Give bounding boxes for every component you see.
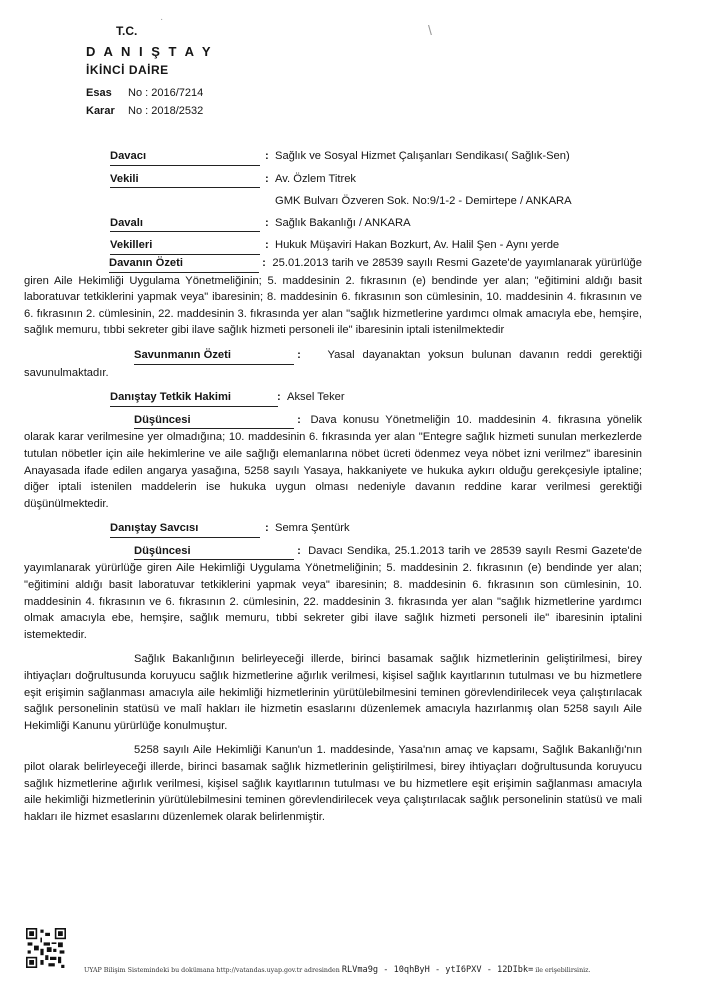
savunma-section: Savunmanın Özeti : Yasal dayanaktan yoksun bulunan davanın reddi gerektiği savunulmaktadır. [24,348,642,379]
esas-number [86,84,203,102]
party-row-address [110,193,642,210]
party-label: Davacı [110,148,260,166]
dava-ozeti-section: Davanın Özeti : 25.01.2013 tarih ve 28539 sayılı Resmi Gazete'de yayımlanarak yürürlüğe giren Aile Hekimliği Uygulama Yönetmeliğinin; 5. maddesinin 2. fıkrasının (e) bendinde yer alan; "eğitimini aldığı basit laboratuvar tetkiklerini yapmak veya" ibaresinin; 8. maddesinin 6. fıkrasının son cümlesinin, 10. maddesinin 4. fıkrasının ve 6. fıkrasının 2. cümlesinin, 22. maddesinin 3. fıkrasında yer alan "sağlık hizmetlerine yardımcı olmak amacıyla ebe, hemşire, sağlık memuru, tıbbi sekreter gibi ilave sağlık hizmeti personeli ile" ibaresinin iptali istenilmektedir [24,256,643,337]
esas-value: No : 2016/7214 [128,87,204,99]
party-row-davali: Davalı : Sağlık Bakanlığı / ANKARA [110,215,642,233]
scan-mark: \ [428,22,432,38]
tetkik-name: Aksel Teker [287,391,345,404]
party-value: Hukuk Müşaviri Hakan Bozkurt, Av. Halil Şen - Aynı yerde [275,239,560,252]
dava-ozeti-text: 25.01.2013 tarih ve 28539 sayılı Resmi Gazete'de yayımlanarak yürürlüğe giren Aile Hekimliği Uygulama Yönetmeliğinin; 5. maddesinin 2. fıkrasının (e) bendinde yer alan; "eğitimini aldığı basit laboratuvar tetkiklerini yapmak veya" ibaresinin; 8. maddesinin 6. fıkrasının son cümlesinin, 10. maddesinin 4. fıkrasının ve 6. fıkrasının 2. cümlesinin, 22. maddesinin 3. fıkrasında yer alan "sağlık hizmetlerine yardımcı olmak amacıyla ebe, hemşire, sağlık memuru, tıbbi sekreter gibi ilave sağlık hizmeti personeli ile" ibaresinin iptali istenilmektedir [24,256,643,337]
karar-label: Karar [86,105,115,117]
paragraph: 5258 sayılı Aile Hekimliği Kanun'un 1. maddesinde, Yasa'nın amaç ve kapsamı, Sağlık Bakanlığı'nın pilot olarak belirleyeceği illerde, birinci basamak sağlık hizmetlerinin geliştirilmesi, birey ihtiyaçları doğrultusunda koruyucu sağlık hizmetlerine ağırlık verilmesi, kişisel sağlık kayıtlarının tutulması ve bu hizmetlere eşit erişimin sağlanması amacıyla aile hekimliği hizmetlerinin yürütülebilmesini teminen görevlendirilecek veya çalıştırılacak sağlık personelinin statüsü ve mali hakları ile hizmet esaslarını düzenlemek olarak belirlenmiştir. [24,744,642,823]
tc-heading: T.C. [116,24,138,38]
uyap-footer [84,965,590,975]
tetkik-dusuncesi-label: Düşüncesi [134,412,294,430]
tetkik-label: Danıştay Tetkik Hakimi [110,389,278,407]
savci-name: Semra Şentürk [275,522,350,535]
party-label: Vekilleri [110,237,260,255]
tetkik-dusuncesi-section: Düşüncesi : Dava konusu Yönetmeliğin 10. maddesinin 4. fıkrasına yönelik olarak karar verilmesine yer olmadığına; 10. maddesinin 6. fıkrasında yer alan "Entegre sağlık hizmeti sunulan merkezlerde tutulan nöbetler için aile hekimlerine ve aile sağlığı elemanlarına nöbet ücreti ödenmez veya nöbet izni verilmez" ibaresinin Anayasada ifade edilen angarya yasağına, 5258 sayılı Yasaya, hakkaniyete ve hukuka aykırı olduğu gerekçesiyle iptaline; diğer iptali istenilen maddelerin ise hukuka uygun olması nedeniyle davanın reddine karar verilmesi gerektiği düşünülmektedir. [24,413,642,510]
savunma-text: Yasal dayanaktan yoksun bulunan davanın reddi gerektiği savunulmaktadır. [24,348,642,379]
esas-label: Esas [86,87,112,99]
decision-body [24,148,643,825]
footer-prefix: UYAP Bilişim Sistemindeki bu dokümana http://vatandas.uyap.gov.tr adresinden [84,967,340,974]
party-label: Vekili [110,171,260,189]
footer-suffix: ile erişebilirsiniz. [535,967,591,974]
party-value: Sağlık Bakanlığı / ANKARA [275,216,411,229]
party-value: Sağlık ve Sosyal Hizmet Çalışanları Sendikası( Sağlık-Sen) [275,150,570,162]
verification-code: RLVma9g - 10qhByH - ytI6PXV - 12DIbk= [341,965,534,975]
savunma-label: Savunmanın Özeti [134,347,294,365]
scan-speck: · [160,14,164,25]
savci-dusuncesi-label: Düşüncesi [134,543,294,561]
court-name: D A N I Ş T A Y [86,44,214,59]
tetkik-dusuncesi-text: Dava konusu Yönetmeliğin 10. maddesinin 4. fıkrasına yönelik olarak karar verilmesine yer olmadığına; 10. maddesinin 6. fıkrasında yer alan "Entegre sağlık hizmeti sunulan merkezlerde tutulan nöbetler için aile hekimlerine ve aile sağlığı elemanlarına nöbet ücreti ödenmez veya nöbet izni verilmez" ibaresinin Anayasada ifade edilen angarya yasağına, 5258 sayılı Yasaya, hakkaniyete ve hukuka aykırı olduğu gerekçesiyle iptaline; diğer iptali istenilen maddelerin ise hukuka uygun olması nedeniyle davanın reddine karar verilmesi gerektiği düşünülmektedir. [24,413,642,510]
party-value: Av. Özlem Titrek [275,172,357,185]
party-row-vekili: Vekili : Av. Özlem Titrek [110,171,642,189]
qr-code-icon [26,928,66,968]
savci-row: Danıştay Savcısı : Semra Şentürk [110,520,642,538]
paragraph: Sağlık Bakanlığının belirleyeceği illerde, birinci basamak sağlık hizmetlerinin geliştirilmesi, birey ihtiyaçları doğrultusunda koruyucu sağlık hizmetlerine ağırlık verilmesi, kişisel sağlık kayıtlarının tutulması ve bu hizmetlere eşit erişimin sağlanması amacıyla aile hekimliği hizmetlerinin yürütülebilmesini teminen görevlendirilecek veya çalıştırılacak sağlık personelinin statüsü ve malî hakları ile hizmetin esaslarını düzenlemek amacıyla hazırlanmış olan 5258 sayılı Aile Hekimliği Kanunu yürürlüğe konulmuştur. [24,653,642,732]
karar-value: No : 2018/2532 [128,105,204,117]
karar-number [86,102,203,120]
chamber-name: İKİNCİ DAİRE [86,63,169,77]
savci-label: Danıştay Savcısı [110,520,260,538]
savci-dusuncesi-text: Davacı Sendika, 25.1.2013 tarih ve 28539 sayılı Resmi Gazete'de yayımlanarak yürürlüğe giren Aile Hekimliği Uygulama Yönetmeliğinin; 5. maddesinin 2. fıkrasının (e) bendinde yer alan; "eğitimini aldığı basit laboratuvar tetkiklerini yapmak veya" ibaresinin; 8. maddesinin 6. fıkrasının son cümlesinin, 10. maddesinin 4. fıkrasının ve 6. fıkrasının 2. cümlesinin, 22. maddesinin 3. fıkrasında yer alan "sağlık hizmetlerine yardımcı olmak amacıyla ebe, hemşire, sağlık memuru, tıbbi sekreter gibi ilave sağlık hizmeti personeli ile" ibaresinin iptalini istemektedir. [24,544,642,641]
party-label: Davalı [110,215,260,233]
savci-dusuncesi-section: Düşüncesi : Davacı Sendika, 25.1.2013 tarih ve 28539 sayılı Resmi Gazete'de yayımlanarak yürürlüğe giren Aile Hekimliği Uygulama Yönetmeliğinin; 5. maddesinin 2. fıkrasının (e) bendinde yer alan; "eğitimini aldığı basit laboratuvar tetkiklerini yapmak veya" ibaresinin; 8. maddesinin 6. fıkrasının son cümlesinin, 10. maddesinin 4. fıkrasının ve 6. fıkrasının 2. cümlesinin, 22. maddesinin 3. fıkrasında yer alan "sağlık hizmetlerine yardımcı olmak amacıyla ebe, hemşire, sağlık memuru, tıbbi sekreter gibi ilave sağlık hizmeti personeli ile" ibaresinin iptalini istemektedir. [24,544,642,641]
party-row-vekilleri: Vekilleri : Hukuk Müşaviri Hakan Bozkurt, Av. Halil Şen - Aynı yerde [110,237,642,255]
party-row-davaci: Davacı : Sağlık ve Sosyal Hizmet Çalışanları Sendikası( Sağlık-Sen) [110,148,642,166]
party-value: GMK Bulvarı Özveren Sok. No:9/1-2 - Demirtepe / ANKARA [275,195,572,208]
dava-ozeti-label: Davanın Özeti [109,255,259,273]
tetkik-hakimi-row: Danıştay Tetkik Hakimi : Aksel Teker [110,389,642,407]
